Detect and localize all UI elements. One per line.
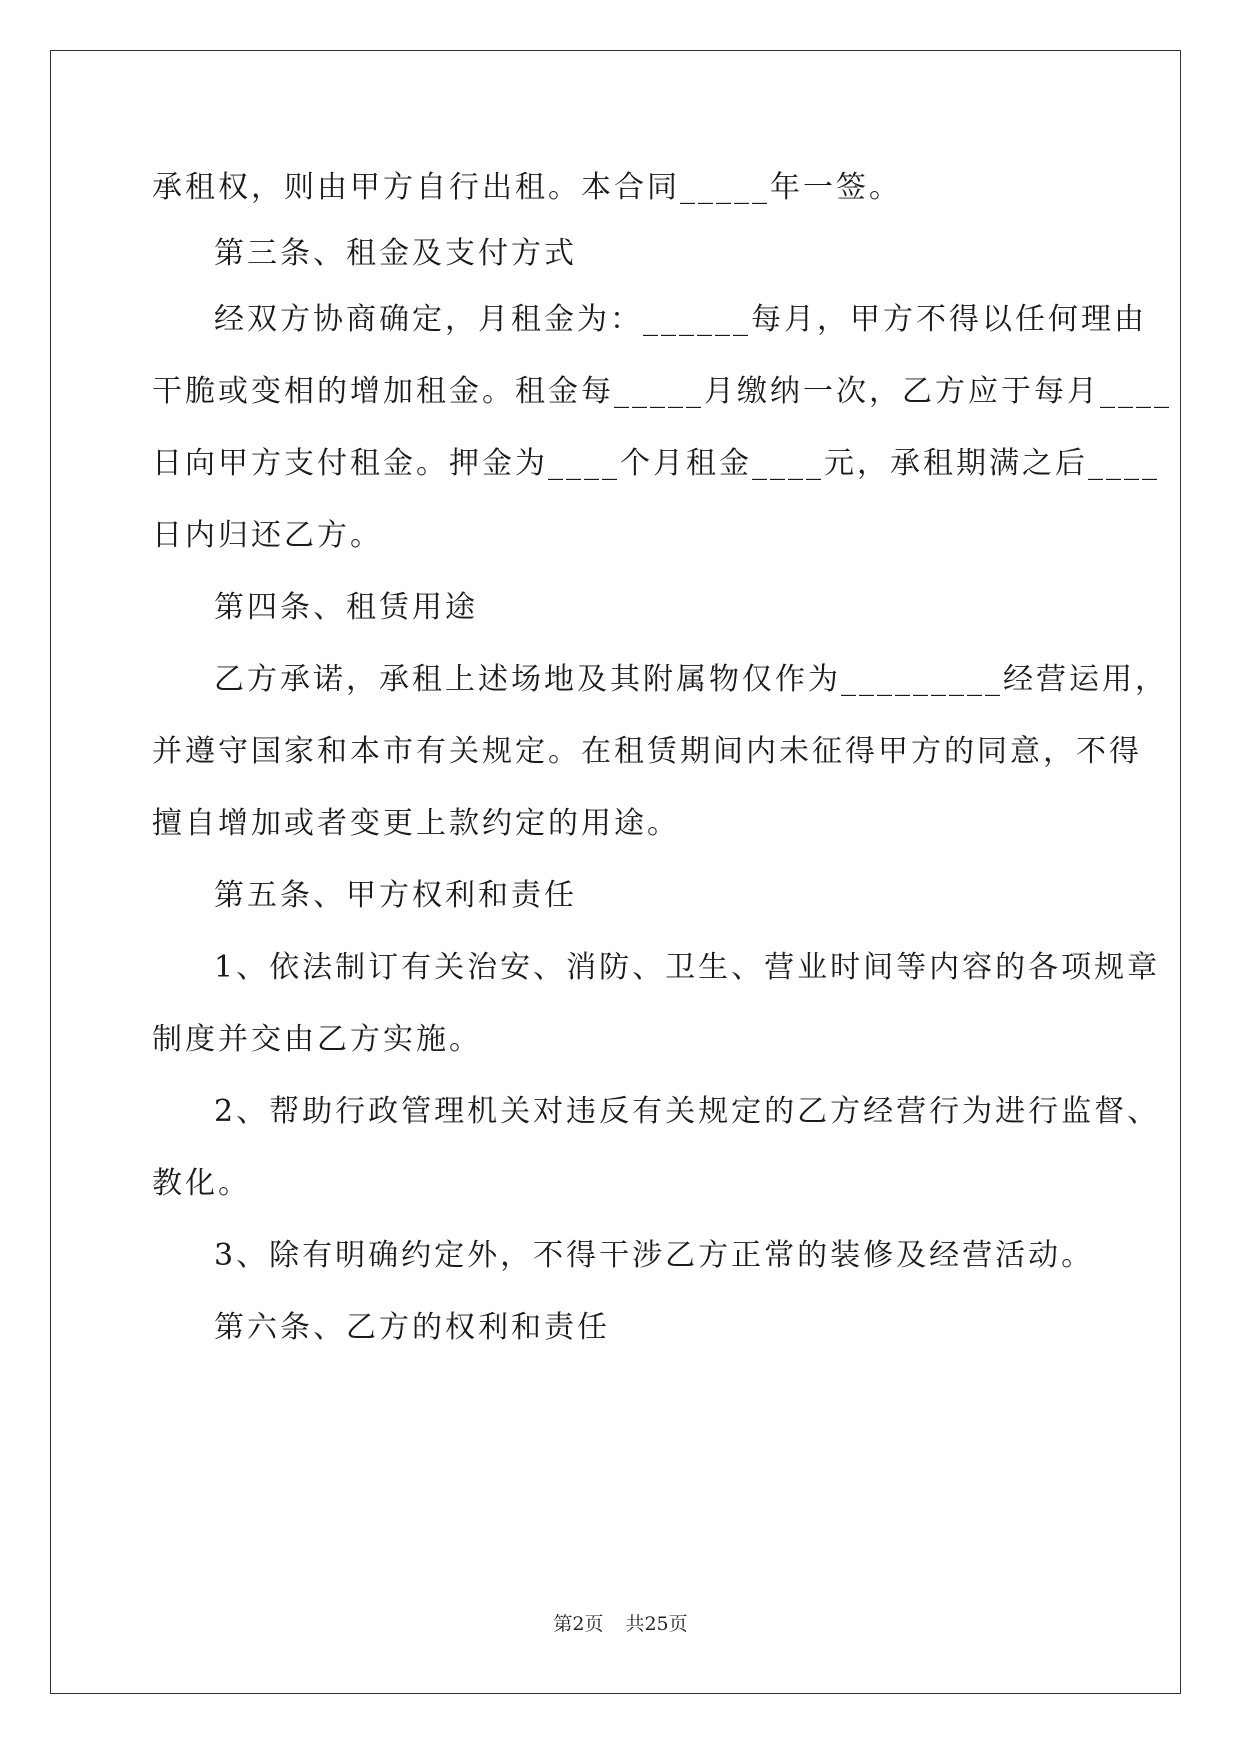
text-line: 1、依法制订有关治安、消防、卫生、营业时间等内容的各项规章 (214, 950, 1161, 985)
section-heading: 第六条、乙方的权利和责任 (214, 1310, 610, 1345)
text-line: 乙方承诺，承租上述场地及其附属物仅作为_________经营运用， (214, 662, 1168, 697)
text-line: 并遵守国家和本市有关规定。在租赁期间内未征得甲方的同意，不得 (152, 734, 1142, 769)
section-heading: 第五条、甲方权利和责任 (214, 878, 577, 913)
text-line: 干脆或变相的增加租金。租金每_____月缴纳一次，乙方应于每月____ (152, 374, 1172, 409)
page-number: 第2页 (553, 1613, 604, 1635)
text-line: 日内归还乙方。 (152, 518, 383, 553)
section-heading: 第三条、租金及支付方式 (214, 236, 577, 271)
text-line: 承租权，则由甲方自行出租。本合同_____年一签。 (152, 170, 902, 205)
text-line: 擅自增加或者变更上款约定的用途。 (152, 806, 680, 841)
page-total: 共25页 (625, 1613, 688, 1635)
text-line: 日向甲方支付租金。押金为____个月租金____元，承租期满之后____ (152, 446, 1160, 481)
section-heading: 第四条、租赁用途 (214, 590, 478, 625)
page-border (50, 50, 1181, 1694)
text-line: 制度并交由乙方实施。 (152, 1022, 482, 1057)
text-line: 2、帮助行政管理机关对违反有关规定的乙方经营行为进行监督、 (214, 1094, 1161, 1129)
text-line: 经双方协商确定，月租金为：______每月，甲方不得以任何理由 (214, 302, 1147, 337)
text-line: 3、除有明确约定外，不得干涉乙方正常的装修及经营活动。 (214, 1238, 1095, 1273)
page-footer (0, 1612, 1241, 1636)
text-line: 教化。 (152, 1166, 251, 1201)
